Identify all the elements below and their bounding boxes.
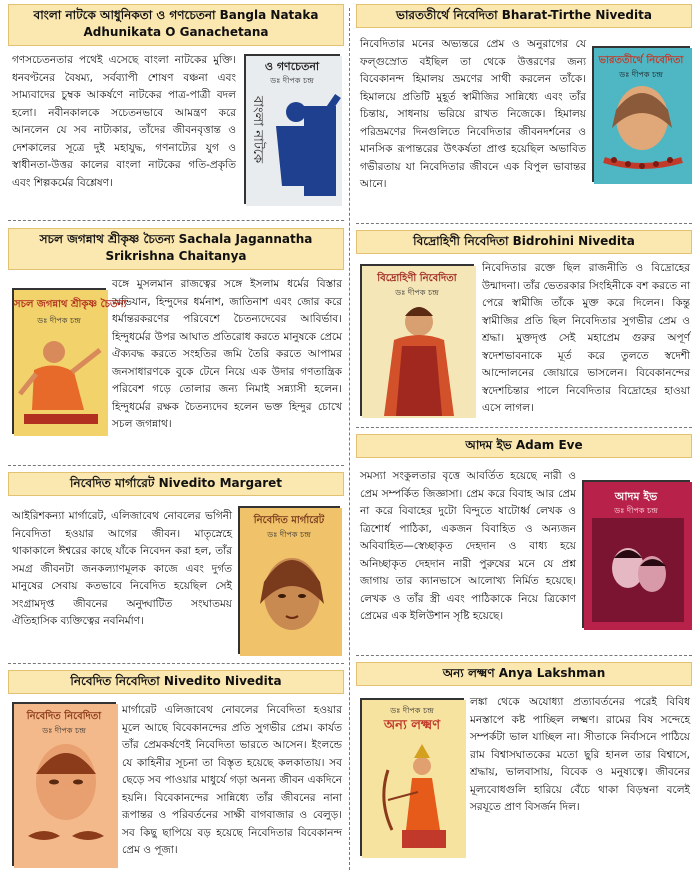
cover-title: বিদ্রোহিণী নিবেদিতা [377, 273, 457, 284]
book-cover [12, 288, 127, 434]
book-cover [12, 702, 116, 866]
book-entry [8, 670, 344, 874]
book-entry [356, 230, 692, 424]
book-cover [244, 54, 340, 204]
book-cover [360, 698, 464, 856]
book-title: বাংলা নাটকে আধুনিকতা ও গণচেতনা Bangla Nataka Adhunikata O Ganachetana [8, 4, 344, 46]
section-divider [356, 223, 692, 224]
book-title: নিবেদিত মার্গারেট Nivedito Margaret [8, 472, 344, 496]
book-entry [356, 4, 692, 220]
book-cover [238, 506, 340, 654]
book-description: লঙ্কা থেকে অযোধ্যা প্রত্যাবর্তনের পরেই বিবিধ মনস্তাপে কষ্ট পাচ্ছিল লক্ষ্মণ। রামের বিষ সন্দেহে সম্পর্কটা ভাল যাচ্ছিল না। সীতাকে নির্বাসনে পাঠিয়ে রাম বিশ্বাসঘাতকের মতো ছুরি হানল তার বিশ্বাসে, শ্রদ্ধায়, ভালবাসায়, বিবেক ও মনুষ্যত্বে। জীবনের মূল্যবোধগুলি হারিয়ে বেঁচে থাকা বিড়ম্বনা বলেই সরযূতে প্রাণ বিসর্জন দিল। [470, 696, 690, 813]
column-divider [349, 8, 350, 870]
section-divider [8, 663, 344, 664]
cover-author: ডঃ দীপক চন্দ্র [619, 70, 663, 79]
cover-title: আদম ইভ [614, 490, 658, 503]
section-divider [356, 427, 692, 428]
cover-author: ডঃ দীপক চন্দ্র [390, 706, 434, 715]
cover-author: ডঃ দীপক চন্দ্র [614, 506, 658, 515]
cover-title: ভারততীর্থে নিবেদিতা [598, 55, 684, 66]
book-title: অন্য লক্ষ্মণ Anya Lakshman [356, 662, 692, 686]
section-divider [356, 655, 692, 656]
cover-title: নিবেদিত মার্গারেট [253, 515, 325, 526]
cover-title: সচল জগন্নাথ শ্রীকৃষ্ণ চৈতন্য [14, 299, 127, 310]
book-title: বিদ্রোহিণী নিবেদিতা Bidrohini Nivedita [356, 230, 692, 254]
book-description: গণসচেতনতার পথেই এসেছে বাংলা নাটকের মুক্তি। ধনবণ্টনের বৈষম্য, সর্বব্যাপী শোষণ বঞ্চনা এবং সাম্যবাদের চুম্বক আকর্ষণে নাটকের পাত্র-পাত্রী বদল হলো। নবীনকালকে সচেতনভাবে আমন্ত্রণ করে আনলেন যে সব নাট্যকার, তাঁদের জীবনবৃত্তান্ত ও দেশকালের সূত্রে দুই মহাযুদ্ধ, গণনাট্যের যুগ ও স্বাধীনতা-উত্তর কালের বাংলা নাটকের গতি-প্রকৃতি এবং শিল্পকর্মের বিশ্লেষণ। [12, 54, 236, 189]
book-title: আদম ইভ Adam Eve [356, 434, 692, 458]
book-cover [582, 480, 690, 628]
book-description: আইরিশকন্যা মার্গারেট, এলিজাবেথ নোবলের ভগিনী নিবেদিতা হওয়ার আগের জীবন। মাতৃস্নেহে থাকাকালে ঈশ্বরের কাছে যাঁকে নিবেদন করা হল, তাঁর সমগ্র জীবনটা জনকল্যাণমূলক কাজে এবং দুর্গত মানুষের সেবায় কতভাবে নিবেদিত হয়েছিল সেই সংগ্রামদৃপ্ত জীবনের অনুদ্ঘাটিত সংঘাতময় ঐতিহাসিক ব্যক্তিত্বের নবনির্মাণ। [12, 510, 232, 627]
cover-title: অন্য লক্ষ্মণ [383, 718, 441, 733]
book-entry [356, 662, 692, 874]
cover-illustration [594, 48, 692, 184]
book-description: নিবেদিতার মনের অভ্যন্তরে প্রেম ও অনুরাগের যে ফল্গুস্রোত বইছিল তা থেকে উত্তরণের জন্য বিবেকানন্দ হিমালয় ভ্রমণের সাথী করলেন তাঁকে। হিমালয়ে প্রতিটি মুহূর্ত স্বামীজির সান্নিধ্যে এবং তাঁর চিন্তায়, সাধনায় ভরিয়ে রাখত নিজেকে। হিমালয় পরিভ্রমণের দিনগুলিতে নিবেদিতার জীবনদর্শনের ও মানসিক রূপান্তরের উৎকর্ষতা প্রাপ্ত হয়েছিল অভাবিত গভীরতায় যা নিবেদিতার জীবনে এক বিপুল ভাবান্তর আনে। [360, 38, 586, 190]
cover-title: নিবেদিত নিবেদিতা [26, 711, 102, 722]
section-divider [8, 220, 344, 221]
book-entry [356, 434, 692, 652]
cover-author: ডঃ দীপক চন্দ্র [42, 726, 86, 735]
svg-text:বাংলা নাটকে: বাংলা নাটকে [250, 96, 265, 164]
book-entry [8, 472, 344, 660]
book-entry [8, 4, 344, 218]
book-description: মার্গারেট এলিজাবেথ নোবলের নিবেদিতা হওয়ার মূলে আছে বিবেকানন্দের প্রতি সুগভীর প্রেম। কার্যত তাঁর প্রেমকর্ষণেই নিবেদিতা ভারতে আসেন। ইংলন্ডে যে কাহিনীর সূচনা তা বিস্তৃত হয়েছে কলকাতায়। সব ছেড়ে সব পাওয়ার মাধুর্যে গড়া অনন্য জীবন একদিনে হয়নি। বিবেকানন্দের সান্নিধ্যে তাঁর জীবনের নানা রূপান্তর ও পরিবর্তনের সাক্ষী বাগবাজার ও বেলুড়। সব কিছু ছাপিয়ে বড় হয়েছে নিবেদিতার বিবেকানন্দ প্রেম ও পূজা। [122, 704, 342, 856]
book-title: সচল জগন্নাথ শ্রীকৃষ্ণ চৈতন্য Sachala Jagannatha Srikrishna Chaitanya [8, 228, 344, 270]
cover-author: ডঃ দীপক চন্দ্র [395, 288, 439, 297]
book-entry [8, 228, 344, 460]
book-description: সমস্যা সংকুলতার বৃত্তে আবর্তিত হয়েছে নারী ও প্রেম সম্পর্কিত জিজ্ঞাসা। প্রেম করে বিবাহ আর প্রেম না করে বিবাহের দুটো বিন্দুতে ষাটোর্ধ্ব লেখক ও ত্রিশোর্ধ পাঠিকা, একজন বিবাহিত ও অন্যজন অবিবাহিত—স্বেচ্ছাকৃত দেহদান ও বাধ্য হয়ে অনিচ্ছাকৃত দেহদান নারী পুরুষের মনে যে প্রশ্ন জাগায় তার ক্যানভাসে আলোখ্য নির্মিত হয়েছে। লেখক ও তাঁর স্ত্রী এবং পাঠিকাকে নিয়ে ত্রিকোণ প্রেমের এক ইলিউশান সৃষ্টি হয়েছে। [360, 470, 576, 622]
book-title: ভারততীর্থে নিবেদিতা Bharat-Tirthe Nivedita [356, 4, 692, 28]
cover-author: ডঃ দীপক চন্দ্র [267, 530, 311, 539]
book-cover [592, 46, 690, 182]
book-title: নিবেদিত নিবেদিতা Nivedito Nivedita [8, 670, 344, 694]
book-description: বঙ্গে মুসলমান রাজত্বের সঙ্গে ইসলাম ধর্মের বিস্তার অভিযান, হিন্দুদের ধর্মনাশ, জাতিনাশ এবং জোর করে ধর্মান্তরকরণের পরিবেশে চৈতন্যদেবের আবির্ভাব। হিন্দুধর্মের উপর আঘাত প্রতিরোধ করতে মানুষকে প্রেমে ঐক্যবদ্ধ করতে সংহতির জমি তৈরি করতে আপামর জনসাধারণকে বুকে টেনে নিয়ে এক উদার গণতান্ত্রিক পরিবেশ গড়ে তোলার জন্য নিমাই সন্ন্যাসী হলেন। হিন্দুধর্মের রক্ষক চৈতন্যদেব হলেন ভক্ত হিন্দুর চোখে সচল জগন্নাথ। [112, 278, 342, 430]
book-description: নিবেদিতার রক্তে ছিল রাজনীতি ও বিদ্রোহের উন্মাদনা। তাঁর ভেতরকার সিংহিনীকে বশ করতে না পেরে স্বামীজি তাঁকে মুক্ত করে দিলেন। কিন্তু স্বামীজির প্রতি ছিল নিবেদিতার সুগভীর প্রেম ও শ্রদ্ধা। মুক্তদৃপ্ত সেই মহাপ্রেম গুরুর অপূর্ণ স্বদেশভাবনাকে মূর্ত করে তুলতে স্বদেশী আন্দোলনের জোয়ারে ভাসলেন। বিবেকানন্দের স্বদেশচিন্তার পালে নিবেদিতার বিদ্রোহের হাওয়া এসে লাগল। [482, 262, 690, 414]
cover-author: ডঃ দীপক চন্দ্র [37, 316, 81, 325]
cover-title: ও গণচেতনা [264, 60, 320, 73]
book-cover [360, 264, 474, 416]
cover-author: ডঃ দীপক চন্দ্র [270, 76, 314, 85]
cover-illustration [584, 482, 692, 630]
section-divider [8, 465, 344, 466]
